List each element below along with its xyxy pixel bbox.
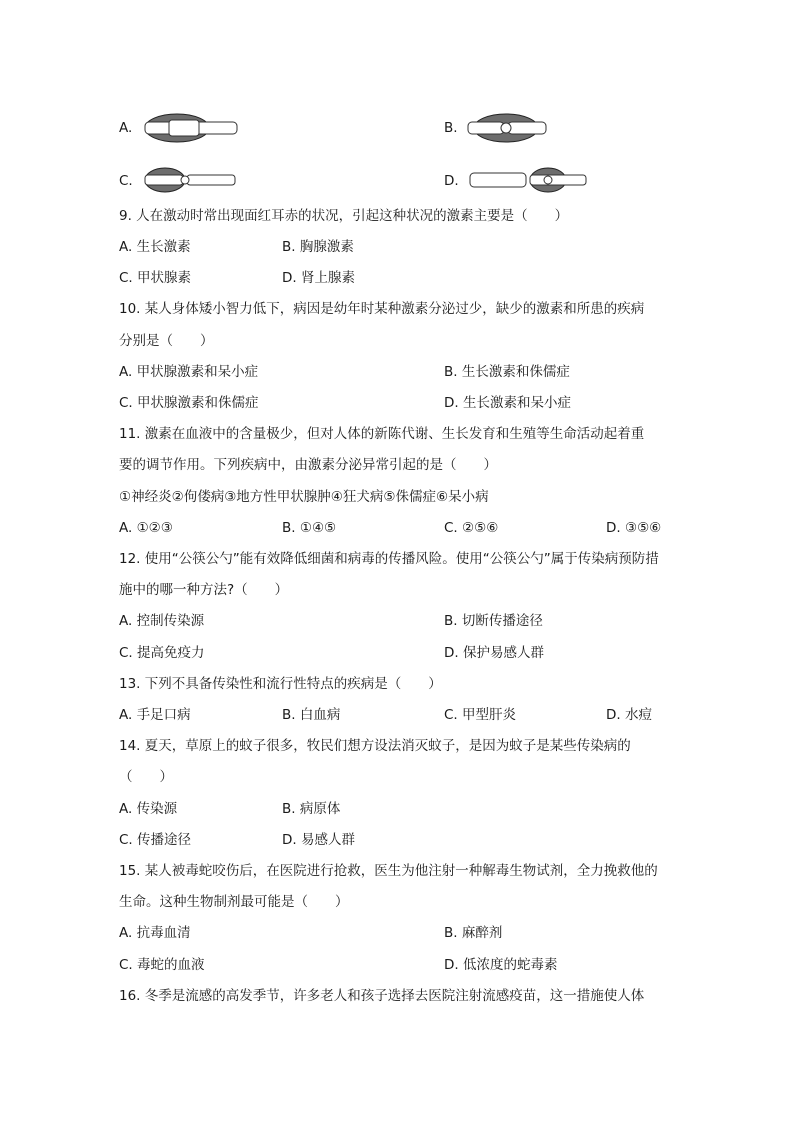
question-stem-line: 生命。这种生物制剂最可能是（ ）: [119, 894, 349, 910]
question-option[interactable]: B. 白血病: [282, 707, 341, 723]
figure-option-b-label: B.: [444, 120, 458, 136]
question-option[interactable]: C. 毒蛇的血液: [119, 957, 205, 973]
question-stem-line: 10. 某人身体矮小智力低下，病因是幼年时某种激素分泌过少，缺少的激素和所患的疾病: [119, 301, 645, 317]
question-option[interactable]: A. 传染源: [119, 801, 178, 817]
question-stem-line: 12. 使用“公筷公勺”能有效降低细菌和病毒的传播风险。使用“公筷公勺”属于传染病预防措: [119, 551, 659, 567]
question-stem-line: （ ）: [119, 769, 173, 785]
question-option[interactable]: D. 易感人群: [282, 832, 355, 848]
question-option[interactable]: B. 切断传播途径: [444, 613, 543, 629]
figure-option-b-muscle-bone-diagram: [466, 110, 548, 146]
question-option[interactable]: C. ②⑤⑥: [444, 520, 499, 536]
question-option[interactable]: A. 甲状腺激素和呆小症: [119, 364, 259, 380]
question-option[interactable]: D. 生长激素和呆小症: [444, 395, 571, 411]
question-stem-line: 9. 人在激动时常出现面红耳赤的状况，引起这种状况的激素主要是（ ）: [119, 208, 569, 224]
question-option[interactable]: B. 胸腺激素: [282, 239, 354, 255]
question-option[interactable]: D. 保护易感人群: [444, 645, 544, 661]
question-option[interactable]: C. 传播途径: [119, 832, 192, 848]
question-stem-line: ①神经炎②佝偻病③地方性甲状腺肿④狂犬病⑤侏儒症⑥呆小病: [119, 489, 489, 505]
question-option[interactable]: D. 肾上腺素: [282, 270, 355, 286]
question-stem-line: 16. 冬季是流感的高发季节，许多老人和孩子选择去医院注射流感疫苗，这一措施使人体: [119, 988, 645, 1004]
question-option[interactable]: B. 病原体: [282, 801, 341, 817]
question-option[interactable]: B. 麻醉剂: [444, 925, 503, 941]
figure-option-d-muscle-bone-diagram: [468, 164, 590, 196]
question-stem-line: 分别是（ ）: [119, 333, 214, 349]
question-stem-line: 14. 夏天，草原上的蚊子很多，牧民们想方设法消灭蚊子，是因为蚊子是某些传染病的: [119, 738, 631, 754]
question-option[interactable]: A. 手足口病: [119, 707, 191, 723]
question-stem-line: 施中的哪一种方法?（ ）: [119, 582, 289, 598]
question-option[interactable]: A. 生长激素: [119, 239, 191, 255]
question-option[interactable]: B. 生长激素和侏儒症: [444, 364, 570, 380]
question-option[interactable]: B. ①④⑤: [282, 520, 337, 536]
figure-option-d-label: D.: [444, 173, 459, 189]
question-option[interactable]: A. 控制传染源: [119, 613, 205, 629]
question-stem-line: 要的调节作用。下列疾病中，由激素分泌异常引起的是（ ）: [119, 457, 497, 473]
figure-option-a-muscle-bone-diagram: [143, 110, 239, 146]
question-option[interactable]: C. 甲状腺激素和侏儒症: [119, 395, 259, 411]
question-stem-line: 11. 激素在血液中的含量极少，但对人体的新陈代谢、生长发育和生殖等生命活动起着重: [119, 426, 645, 442]
figure-option-c-label: C.: [119, 173, 133, 189]
question-option[interactable]: D. ③⑤⑥: [606, 520, 662, 536]
question-option[interactable]: D. 水痘: [606, 707, 652, 723]
question-option[interactable]: A. ①②③: [119, 520, 173, 536]
figure-option-c-muscle-bone-diagram: [143, 164, 237, 196]
question-option[interactable]: A. 抗毒血清: [119, 925, 191, 941]
figure-option-a-label: A.: [119, 120, 133, 136]
question-option[interactable]: C. 甲型肝炎: [444, 707, 517, 723]
question-stem-line: 15. 某人被毒蛇咬伤后，在医院进行抢救，医生为他注射一种解毒生物试剂，全力挽救他的: [119, 863, 658, 879]
question-stem-line: 13. 下列不具备传染性和流行性特点的疾病是（ ）: [119, 676, 442, 692]
question-option[interactable]: C. 提高免疫力: [119, 645, 205, 661]
question-option[interactable]: D. 低浓度的蛇毒素: [444, 957, 558, 973]
question-option[interactable]: C. 甲状腺素: [119, 270, 192, 286]
